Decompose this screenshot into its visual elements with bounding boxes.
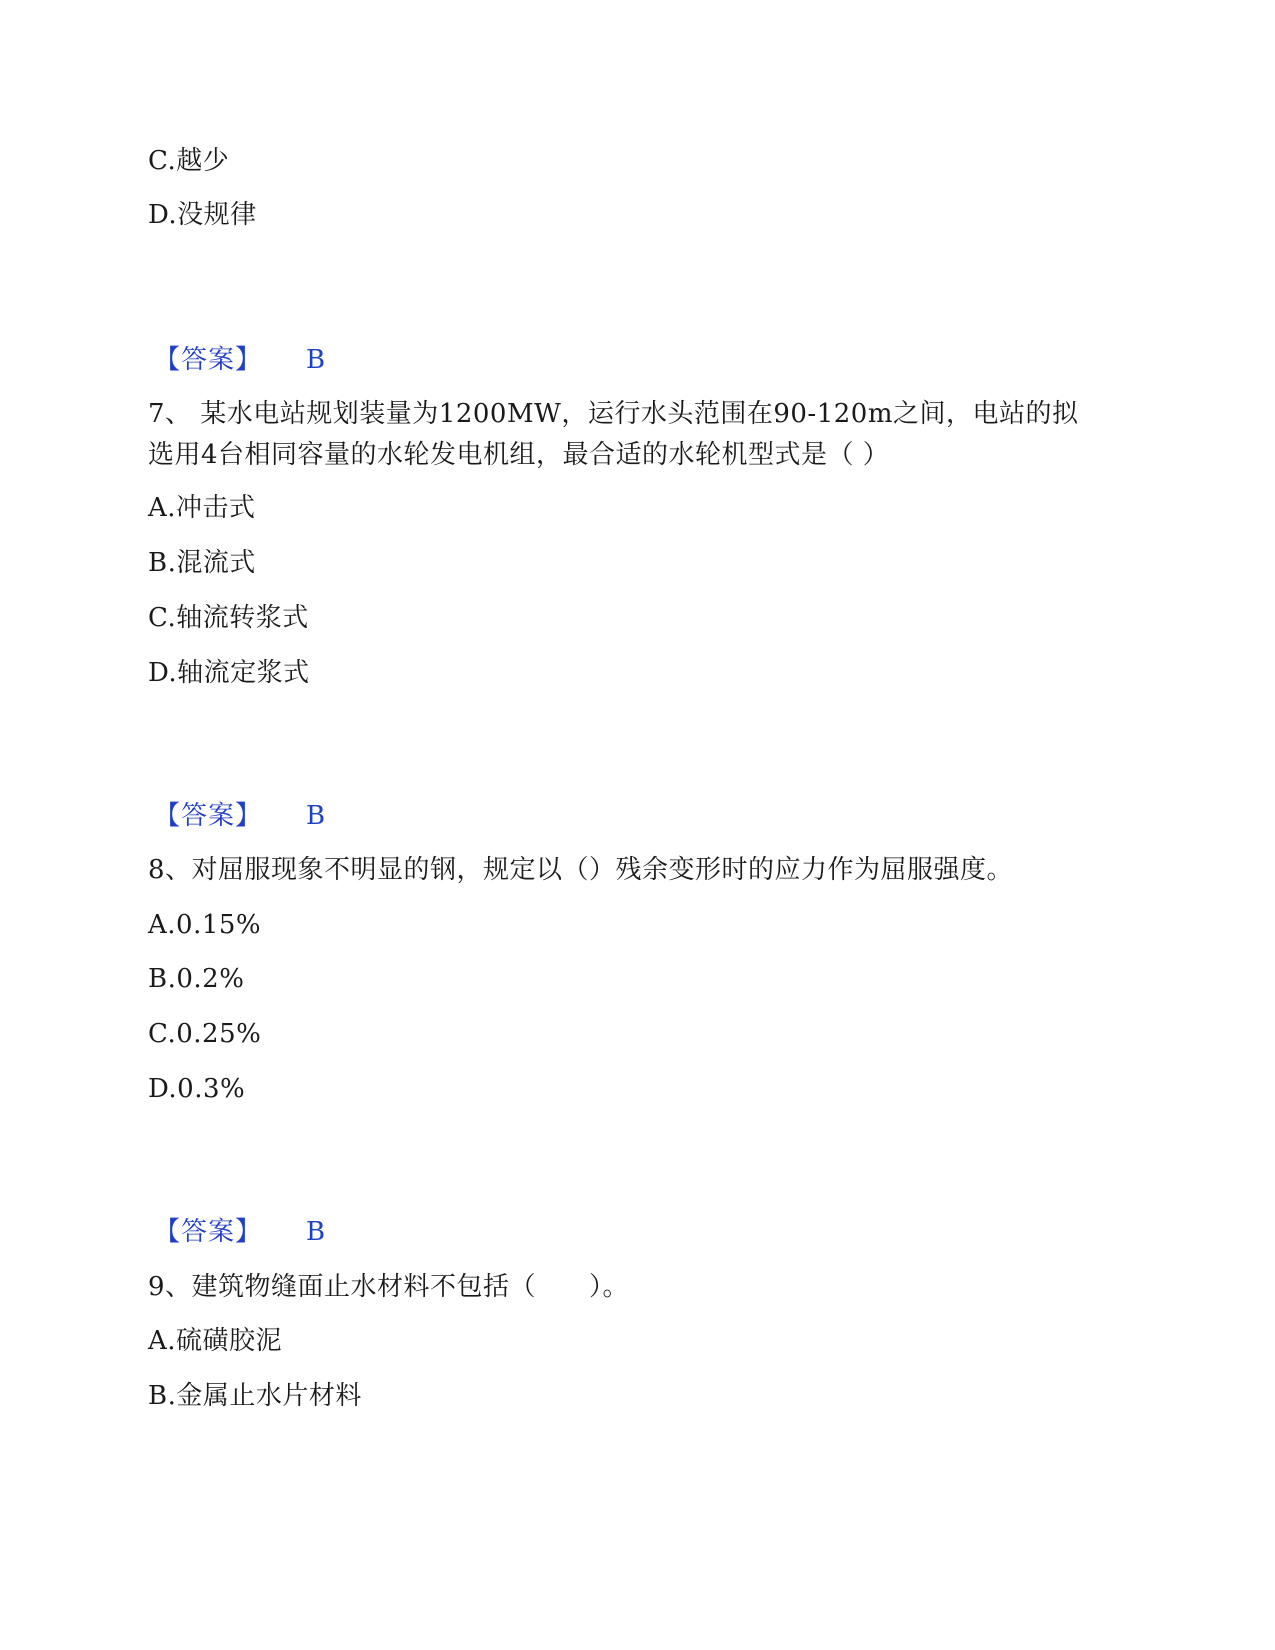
option-b: B.0.2% xyxy=(148,964,245,994)
question-7-stem-line1: 7、 某水电站规划装量为1200MW，运行水头范围在90-120m之间，电站的拟 xyxy=(148,399,1079,429)
answer-value: B xyxy=(306,801,326,831)
answer-tag: 【答案】 xyxy=(154,345,263,375)
question-9-stem: 9、建筑物缝面止水材料不包括（ ）。 xyxy=(148,1272,630,1302)
answer-line xyxy=(154,798,325,834)
option-a: A.0.15% xyxy=(148,910,262,940)
answer-line xyxy=(154,342,325,378)
answer-value: B xyxy=(306,1217,326,1247)
question-8-stem: 8、对屈服现象不明显的钢，规定以（）残余变形时的应力作为屈服强度。 xyxy=(148,855,1014,885)
option-c: C.越少 xyxy=(148,146,230,176)
option-a: A.硫磺胶泥 xyxy=(148,1326,283,1356)
option-a: A.冲击式 xyxy=(148,493,256,523)
option-b: B.混流式 xyxy=(148,548,256,578)
answer-line xyxy=(154,1214,325,1250)
option-d: D.0.3% xyxy=(148,1074,246,1104)
option-c: C.0.25% xyxy=(148,1019,262,1049)
question-7-stem-line2: 选用4台相同容量的水轮发电机组，最合适的水轮机型式是（ ） xyxy=(148,440,890,470)
answer-value: B xyxy=(306,345,326,375)
answer-tag: 【答案】 xyxy=(154,1217,263,1247)
option-c: C.轴流转浆式 xyxy=(148,603,309,633)
option-b: B.金属止水片材料 xyxy=(148,1381,362,1411)
option-d: D.轴流定浆式 xyxy=(148,658,310,688)
option-d: D.没规律 xyxy=(148,200,257,230)
answer-tag: 【答案】 xyxy=(154,801,263,831)
